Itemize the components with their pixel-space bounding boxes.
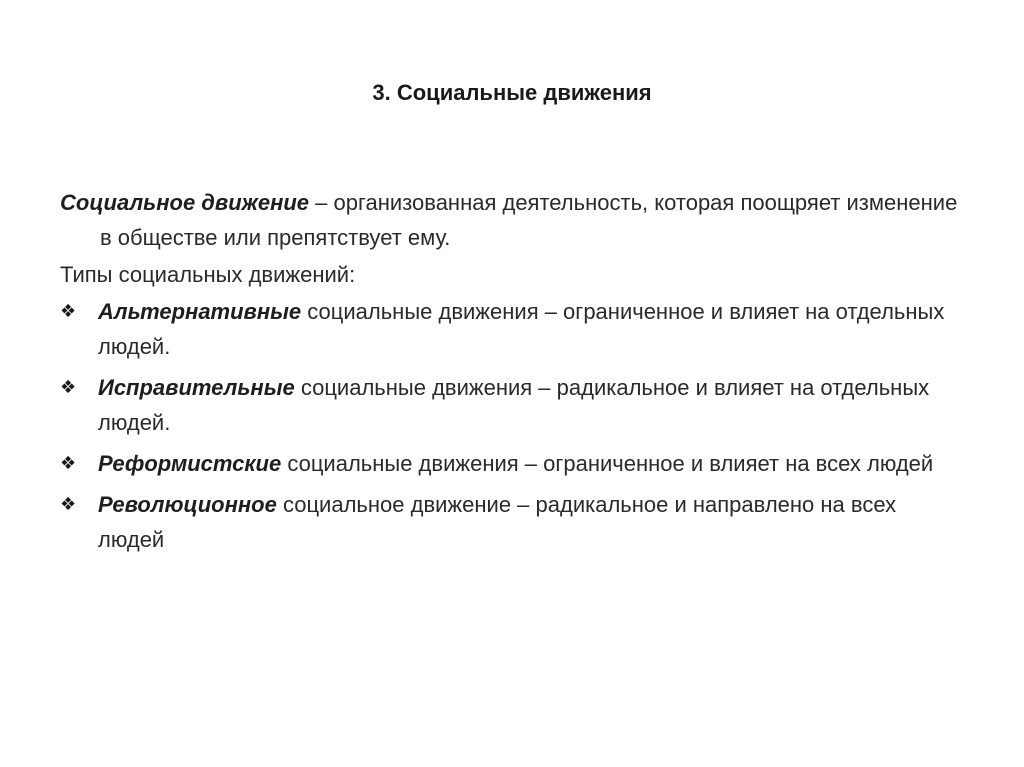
list-item: [60, 370, 960, 440]
diamond-bullet-icon: ❖: [60, 494, 77, 514]
diamond-bullet-icon: ❖: [60, 453, 77, 473]
item-term: Исправительные: [98, 375, 295, 400]
item-text: социальные движения – радикальное и влияет на отдельных людей.: [98, 375, 930, 435]
item-text: социальное движение – радикальное и направлено на всех людей: [98, 492, 897, 552]
diamond-bullet-icon: ❖: [60, 377, 77, 397]
item-term: Альтернативные: [98, 299, 302, 324]
item-text: социальные движения – ограниченное и влияет на отдельных людей.: [98, 299, 945, 359]
definition-text: – организованная деятельность, которая поощряет изменение в обществе или препятствует ему.: [100, 190, 958, 250]
list-item: [60, 294, 960, 364]
list-item: [60, 487, 960, 557]
list-item: [60, 446, 960, 481]
item-text: социальные движения – ограниченное и влияет на всех людей: [281, 451, 934, 476]
item-term: Революционное: [98, 492, 277, 517]
types-label: Типы социальных движений:: [60, 262, 356, 287]
definition-paragraph: [60, 185, 960, 255]
definition-term: Социальное движение: [60, 190, 310, 215]
slide-title: 3. Социальные движения: [372, 80, 652, 105]
item-term: Реформистские: [98, 451, 282, 476]
diamond-bullet-icon: ❖: [60, 301, 77, 321]
slide-content: [60, 185, 960, 563]
